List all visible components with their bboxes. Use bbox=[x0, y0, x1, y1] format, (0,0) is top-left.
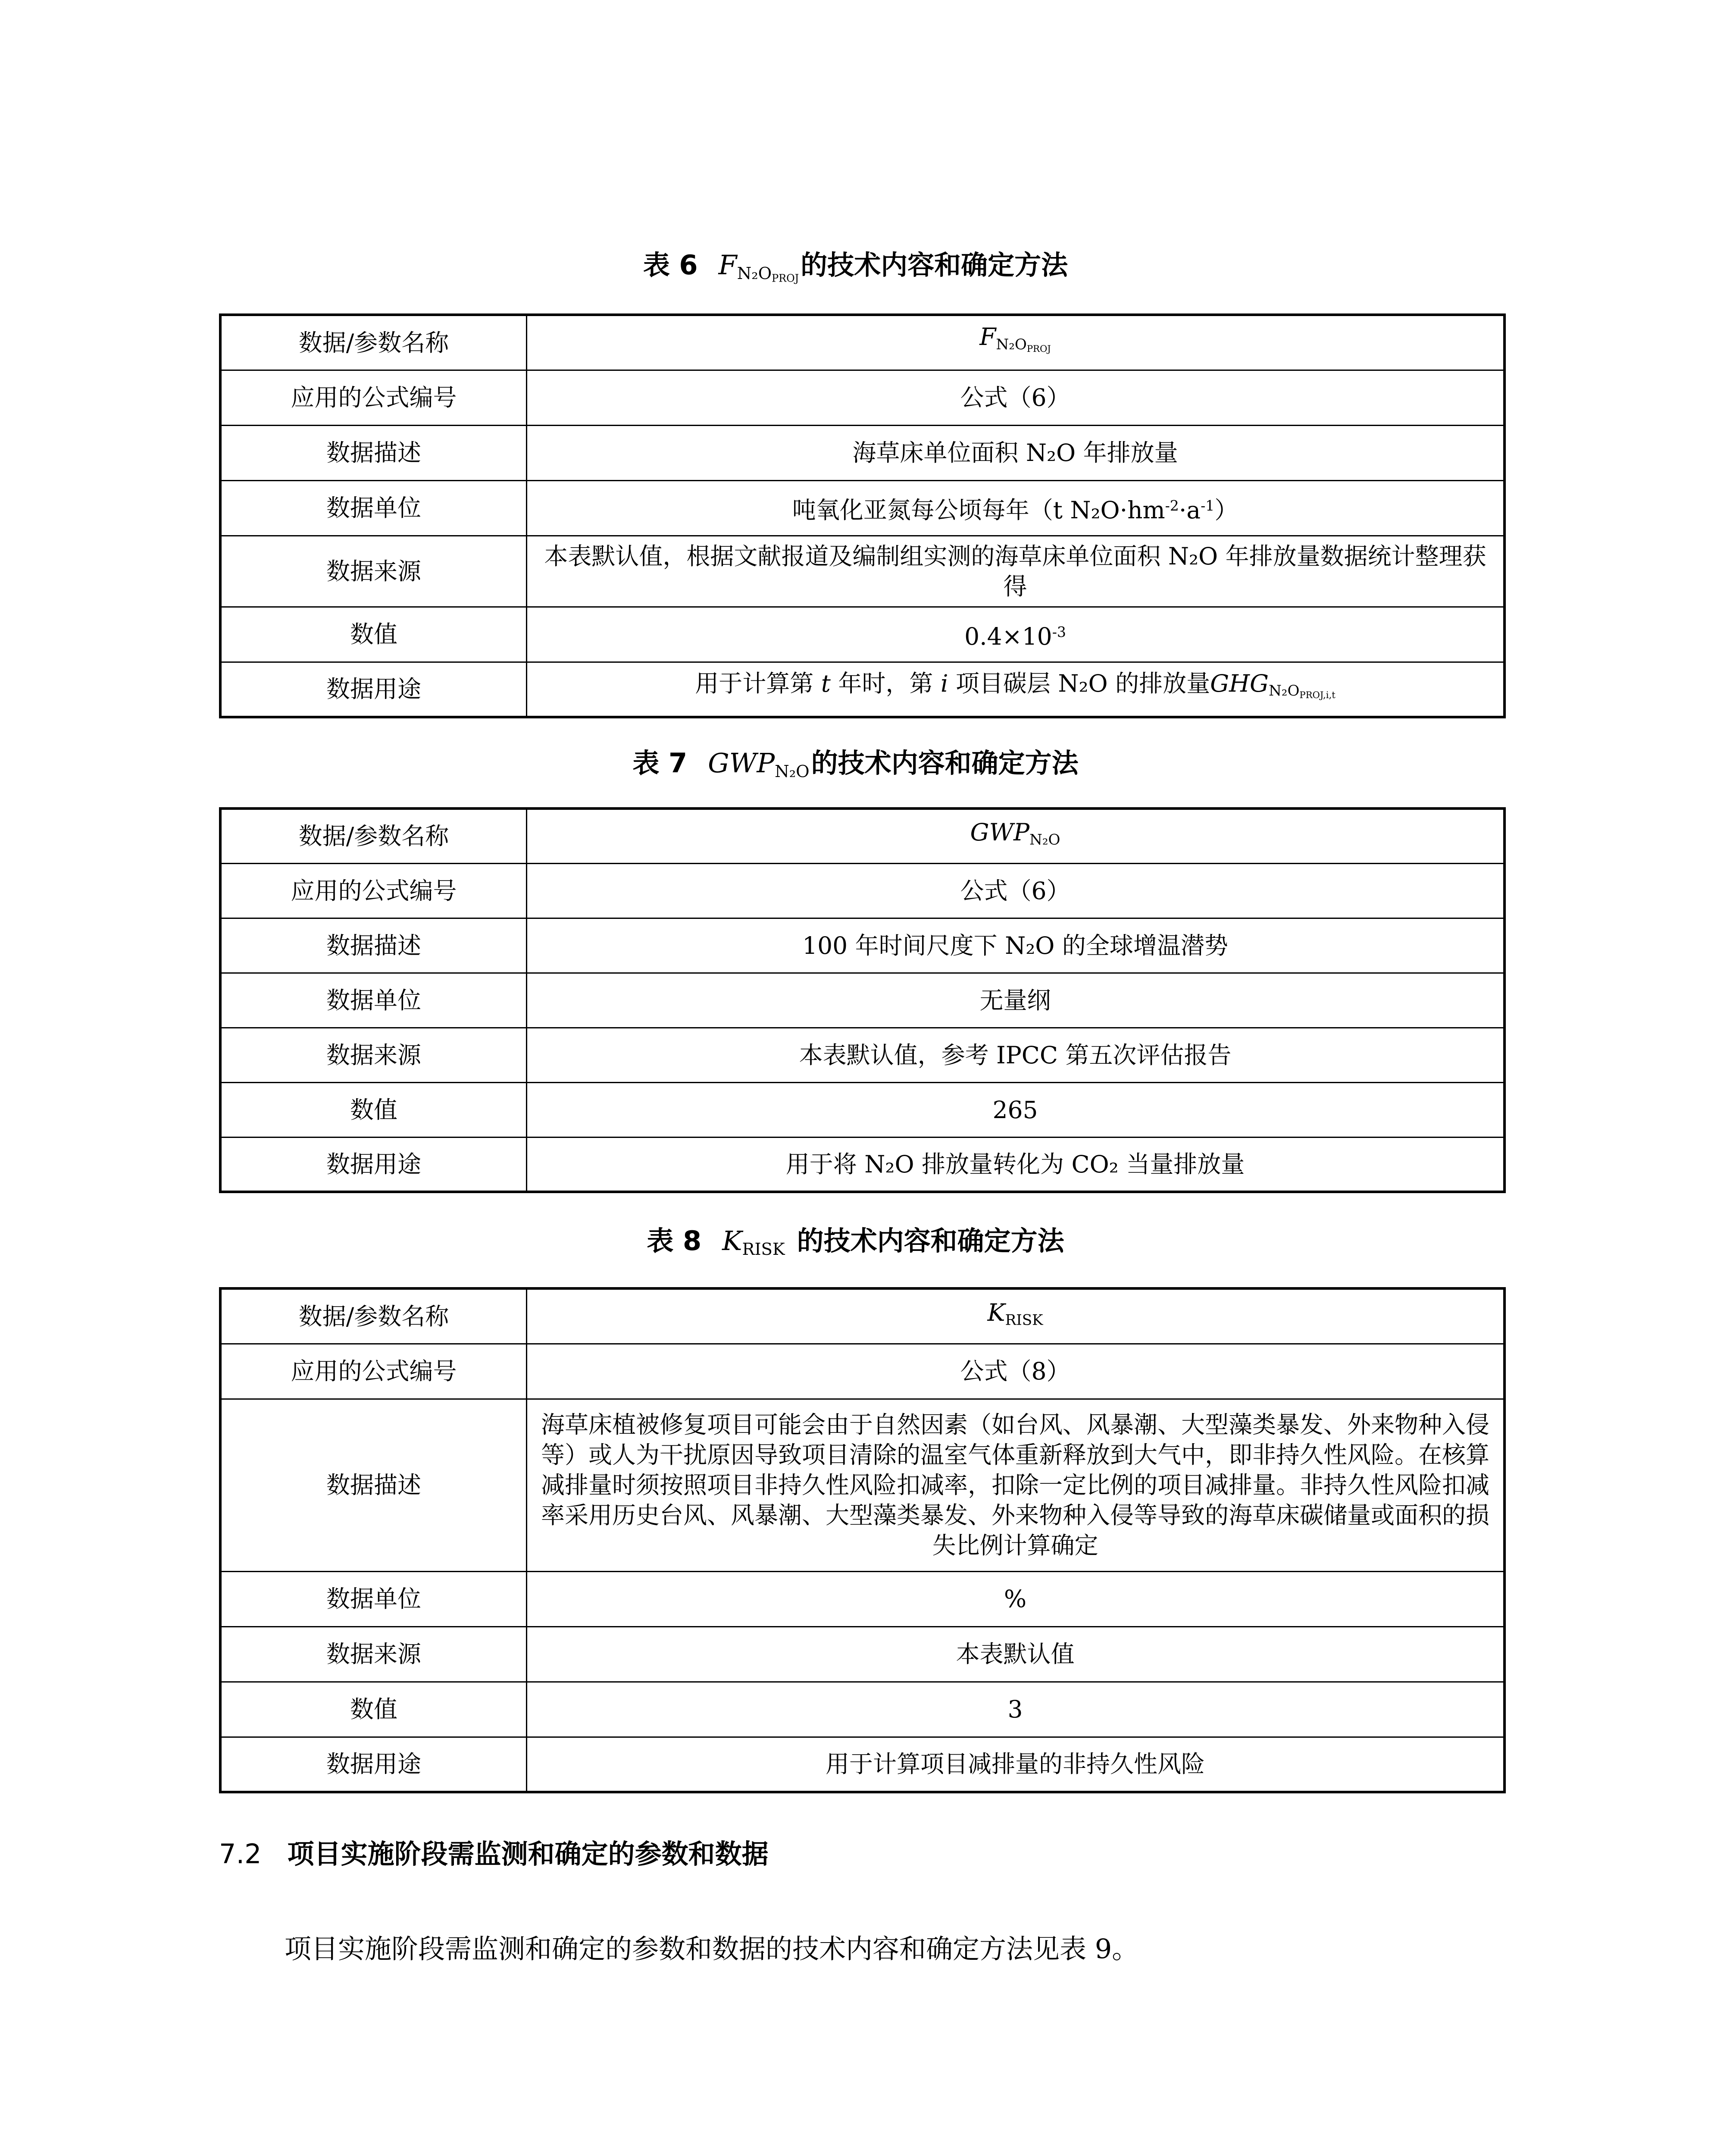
table-row bbox=[220, 425, 1505, 480]
table7-value-0: $GWP_{N_2O}$ bbox=[527, 808, 1505, 863]
table8-value-5: 3 bbox=[527, 1682, 1505, 1737]
table-row bbox=[220, 808, 1505, 863]
table-row bbox=[220, 863, 1505, 918]
section-title: 项目实施阶段需监测和确定的参数和数据 bbox=[287, 1838, 769, 1870]
table7-caption bbox=[0, 746, 1711, 789]
table7 bbox=[219, 807, 1506, 1193]
table6-key-5: 数值 bbox=[220, 607, 527, 662]
table7-value-6: 用于将 N₂O 排放量转化为 CO₂ 当量排放量 bbox=[527, 1137, 1505, 1192]
table8-caption-suffix: 的技术内容和确定方法 bbox=[797, 1225, 1064, 1257]
table-row bbox=[220, 607, 1505, 662]
table6-caption-suffix: 的技术内容和确定方法 bbox=[801, 249, 1068, 281]
table8-value-1: 公式（8） bbox=[527, 1344, 1505, 1399]
table8-key-6: 数据用途 bbox=[220, 1737, 527, 1792]
table-row bbox=[220, 1288, 1505, 1344]
table-row bbox=[220, 1571, 1505, 1626]
table7-key-4: 数据来源 bbox=[220, 1028, 527, 1082]
table-row bbox=[220, 1399, 1505, 1571]
table-row bbox=[220, 480, 1505, 536]
table6-value-4: 本表默认值，根据文献报道及编制组实测的海草床单位面积 N₂O 年排放量数据统计整理获得 bbox=[527, 536, 1505, 607]
table-row bbox=[220, 1737, 1505, 1792]
table8-key-5: 数值 bbox=[220, 1682, 527, 1737]
section-number: 7.2 bbox=[219, 1838, 262, 1870]
table8-caption-prefix: 表 8 bbox=[647, 1225, 702, 1257]
table-row bbox=[220, 1028, 1505, 1082]
table6-caption-symbol: $F_{N_2O_{PROJ}}$ bbox=[718, 249, 799, 285]
table-row bbox=[220, 1137, 1505, 1192]
table6-value-0: $F_{N_2O_{PROJ}}$ bbox=[527, 315, 1505, 370]
table8-value-0: $K_{RISK}$ bbox=[527, 1288, 1505, 1344]
table8-key-0: 数据/参数名称 bbox=[220, 1288, 527, 1344]
table-row bbox=[220, 1082, 1505, 1137]
table8-key-2: 数据描述 bbox=[220, 1399, 527, 1571]
table7-value-1: 公式（6） bbox=[527, 863, 1505, 918]
table6-key-4: 数据来源 bbox=[220, 536, 527, 607]
section-heading bbox=[219, 1837, 769, 1871]
table8-value-6: 用于计算项目减排量的非持久性风险 bbox=[527, 1737, 1505, 1792]
table6-value-1: 公式（6） bbox=[527, 370, 1505, 425]
table7-caption-symbol: $GWP_{N_2O}$ bbox=[708, 747, 810, 781]
table6-key-1: 应用的公式编号 bbox=[220, 370, 527, 425]
table7-key-6: 数据用途 bbox=[220, 1137, 527, 1192]
table7-key-5: 数值 bbox=[220, 1082, 527, 1137]
table-row bbox=[220, 370, 1505, 425]
table7-key-0: 数据/参数名称 bbox=[220, 808, 527, 863]
table8-value-2: 海草床植被修复项目可能会由于自然因素（如台风、风暴潮、大型藻类暴发、外来物种入侵等）或人为干扰原因导致项目清除的温室气体重新释放到大气中，即非持久性风险。在核算减排量时须按照项目非持久性风险扣减率，扣除一定比例的项目减排量。非持久性风险扣减率采用历史台风、风暴潮、大型藻类暴发、外来物种入侵等导致的海草床碳储量或面积的损失比例计算确定 bbox=[527, 1399, 1505, 1571]
table7-key-1: 应用的公式编号 bbox=[220, 863, 527, 918]
table7-value-5: 265 bbox=[527, 1082, 1505, 1137]
table-row bbox=[220, 536, 1505, 607]
table6-key-3: 数据单位 bbox=[220, 480, 527, 536]
table7-value-2: 100 年时间尺度下 N₂O 的全球增温潜势 bbox=[527, 918, 1505, 973]
table6-key-0: 数据/参数名称 bbox=[220, 315, 527, 370]
table-row bbox=[220, 1682, 1505, 1737]
table-row bbox=[220, 1344, 1505, 1399]
table8-value-4: 本表默认值 bbox=[527, 1626, 1505, 1682]
table7-caption-prefix: 表 7 bbox=[632, 747, 688, 779]
table-row bbox=[220, 918, 1505, 973]
table8-key-1: 应用的公式编号 bbox=[220, 1344, 527, 1399]
table6-value-3: 吨氧化亚氮每公顷每年（t $N_2O\cdot hm^{-2}\cdot a^{-1}$） bbox=[527, 480, 1505, 536]
table7-value-3: 无量纲 bbox=[527, 973, 1505, 1028]
table7-key-3: 数据单位 bbox=[220, 973, 527, 1028]
table8-value-3: % bbox=[527, 1571, 1505, 1626]
table-row bbox=[220, 1626, 1505, 1682]
table-row bbox=[220, 315, 1505, 370]
table8-caption bbox=[0, 1224, 1711, 1267]
table6-caption-prefix: 表 6 bbox=[643, 249, 698, 281]
table-row bbox=[220, 973, 1505, 1028]
table6-key-6: 数据用途 bbox=[220, 662, 527, 717]
table6-key-2: 数据描述 bbox=[220, 425, 527, 480]
table6-caption bbox=[0, 248, 1711, 295]
table7-caption-suffix: 的技术内容和确定方法 bbox=[811, 747, 1079, 779]
table7-key-2: 数据描述 bbox=[220, 918, 527, 973]
table8-caption-symbol: $K_{RISK}$ bbox=[722, 1225, 785, 1259]
table8 bbox=[219, 1287, 1506, 1793]
table6 bbox=[219, 313, 1506, 718]
table8-key-3: 数据单位 bbox=[220, 1571, 527, 1626]
table6-value-2: 海草床单位面积 N₂O 年排放量 bbox=[527, 425, 1505, 480]
body-paragraph: 项目实施阶段需监测和确定的参数和数据的技术内容和确定方法见表 9。 bbox=[285, 1933, 1139, 1965]
table6-value-5: $0.4\times 10^{-3}$ bbox=[527, 607, 1505, 662]
table8-key-4: 数据来源 bbox=[220, 1626, 527, 1682]
table-row bbox=[220, 662, 1505, 717]
table7-value-4: 本表默认值，参考 IPCC 第五次评估报告 bbox=[527, 1028, 1505, 1082]
table6-value-6: 用于计算第 t 年时，第 i 项目碳层 N₂O 的排放量$GHG_{N_2O_{PROJ,i,t}}$ bbox=[527, 662, 1505, 717]
